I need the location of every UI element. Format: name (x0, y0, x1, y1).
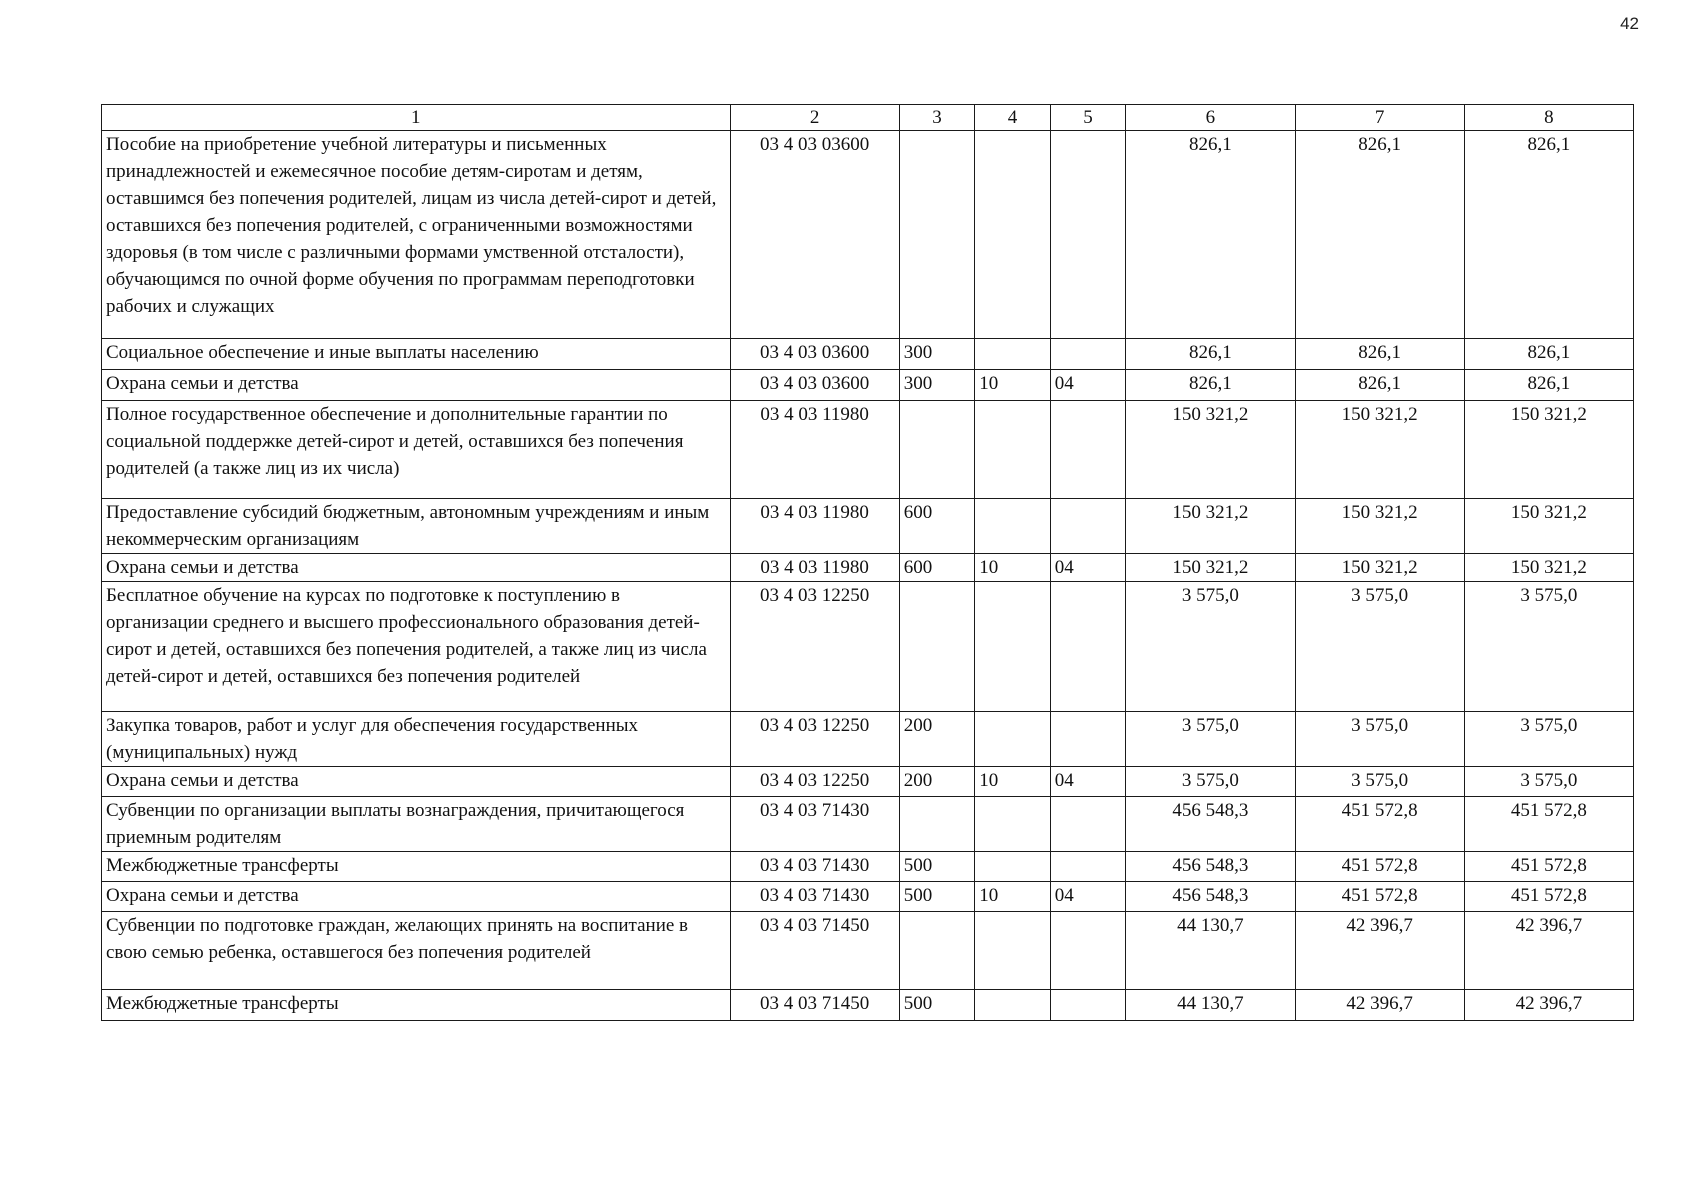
table-row (102, 767, 1634, 797)
row-value-col6: 3 575,0 (1126, 712, 1295, 767)
table-row (102, 582, 1634, 712)
row-name: Межбюджетные трансферты (102, 852, 731, 882)
row-name: Субвенции по подготовке граждан, желающих принять на воспитание в свою семью ребенка, оставшегося без попечения родителей (102, 912, 731, 990)
row-col3: 200 (899, 712, 975, 767)
row-value-col7: 451 572,8 (1295, 852, 1464, 882)
row-code: 03 4 03 11980 (730, 499, 899, 554)
row-col4: 10 (975, 882, 1051, 912)
row-col5 (1050, 797, 1126, 852)
row-code: 03 4 03 12250 (730, 712, 899, 767)
row-value-col6: 44 130,7 (1126, 990, 1295, 1021)
row-col5: 04 (1050, 554, 1126, 582)
row-name: Охрана семьи и детства (102, 882, 731, 912)
row-code: 03 4 03 03600 (730, 370, 899, 401)
row-col4 (975, 339, 1051, 370)
row-name: Закупка товаров, работ и услуг для обеспечения государственных (муниципальных) нужд (102, 712, 731, 767)
table-row (102, 339, 1634, 370)
page-number: 42 (1620, 14, 1639, 33)
row-value-col6: 3 575,0 (1126, 767, 1295, 797)
row-value-col6: 44 130,7 (1126, 912, 1295, 990)
table-header-row (102, 105, 1634, 131)
column-header: 8 (1464, 105, 1633, 131)
row-name: Охрана семьи и детства (102, 554, 731, 582)
row-col4: 10 (975, 767, 1051, 797)
row-col3: 600 (899, 554, 975, 582)
row-col3: 600 (899, 499, 975, 554)
row-value-col7: 42 396,7 (1295, 912, 1464, 990)
row-code: 03 4 03 71430 (730, 797, 899, 852)
row-value-col6: 456 548,3 (1126, 882, 1295, 912)
row-col4 (975, 582, 1051, 712)
row-col5: 04 (1050, 370, 1126, 401)
row-value-col8: 826,1 (1464, 370, 1633, 401)
row-code: 03 4 03 11980 (730, 401, 899, 499)
row-col3 (899, 401, 975, 499)
row-code: 03 4 03 11980 (730, 554, 899, 582)
table-row (102, 882, 1634, 912)
column-header: 3 (899, 105, 975, 131)
row-col5 (1050, 339, 1126, 370)
row-code: 03 4 03 03600 (730, 339, 899, 370)
row-value-col8: 451 572,8 (1464, 852, 1633, 882)
row-col4 (975, 131, 1051, 339)
table-row (102, 499, 1634, 554)
row-code: 03 4 03 03600 (730, 131, 899, 339)
row-code: 03 4 03 71430 (730, 852, 899, 882)
row-name: Социальное обеспечение и иные выплаты населению (102, 339, 731, 370)
row-value-col8: 451 572,8 (1464, 797, 1633, 852)
row-value-col6: 456 548,3 (1126, 852, 1295, 882)
row-value-col6: 150 321,2 (1126, 499, 1295, 554)
column-header: 7 (1295, 105, 1464, 131)
row-value-col8: 42 396,7 (1464, 912, 1633, 990)
row-value-col8: 42 396,7 (1464, 990, 1633, 1021)
row-code: 03 4 03 12250 (730, 582, 899, 712)
row-name: Субвенции по организации выплаты вознаграждения, причитающегося приемным родителям (102, 797, 731, 852)
row-code: 03 4 03 71450 (730, 912, 899, 990)
row-value-col6: 456 548,3 (1126, 797, 1295, 852)
row-col5 (1050, 852, 1126, 882)
row-col4: 10 (975, 554, 1051, 582)
row-value-col6: 3 575,0 (1126, 582, 1295, 712)
row-value-col8: 150 321,2 (1464, 401, 1633, 499)
row-col3 (899, 131, 975, 339)
table-row (102, 712, 1634, 767)
row-col3 (899, 912, 975, 990)
row-name: Предоставление субсидий бюджетным, автономным учреждениям и иным некоммерческим организациям (102, 499, 731, 554)
row-col5 (1050, 912, 1126, 990)
table-body (102, 105, 1634, 1021)
column-header: 4 (975, 105, 1051, 131)
row-col3 (899, 582, 975, 712)
row-value-col7: 3 575,0 (1295, 712, 1464, 767)
row-value-col7: 150 321,2 (1295, 499, 1464, 554)
row-col5 (1050, 131, 1126, 339)
row-col3: 500 (899, 990, 975, 1021)
row-col4 (975, 797, 1051, 852)
row-col3: 300 (899, 370, 975, 401)
row-col3: 300 (899, 339, 975, 370)
row-name: Пособие на приобретение учебной литературы и письменных принадлежностей и ежемесячное пособие детям-сиротам и детям, оставшимся без попечения родителей, лицам из числа детей-сирот и детей, оставшихся без попечения родителей, с ограниченными возможностями здоровья (в том числе с различными формами умственной отсталости), обучающимся по очной форме обучения по программам переподготовки рабочих и служащих (102, 131, 731, 339)
row-value-col7: 42 396,7 (1295, 990, 1464, 1021)
row-value-col8: 451 572,8 (1464, 882, 1633, 912)
row-value-col6: 826,1 (1126, 370, 1295, 401)
budget-table (101, 104, 1634, 1021)
row-value-col7: 451 572,8 (1295, 882, 1464, 912)
row-col4 (975, 990, 1051, 1021)
column-header: 1 (102, 105, 731, 131)
row-value-col7: 826,1 (1295, 339, 1464, 370)
row-col3: 500 (899, 882, 975, 912)
row-col4 (975, 499, 1051, 554)
column-header: 2 (730, 105, 899, 131)
row-name: Охрана семьи и детства (102, 767, 731, 797)
row-name: Полное государственное обеспечение и дополнительные гарантии по социальной поддержке детей-сирот и детей, оставшихся без попечения родителей (а также лиц из их числа) (102, 401, 731, 499)
table-row (102, 554, 1634, 582)
row-col4 (975, 852, 1051, 882)
row-code: 03 4 03 71430 (730, 882, 899, 912)
table-row (102, 401, 1634, 499)
row-col5 (1050, 401, 1126, 499)
row-code: 03 4 03 71450 (730, 990, 899, 1021)
row-name: Охрана семьи и детства (102, 370, 731, 401)
column-header: 5 (1050, 105, 1126, 131)
row-value-col7: 150 321,2 (1295, 401, 1464, 499)
table-row (102, 131, 1634, 339)
table-row (102, 370, 1634, 401)
row-col4 (975, 912, 1051, 990)
row-col5 (1050, 582, 1126, 712)
row-col4 (975, 712, 1051, 767)
row-value-col8: 826,1 (1464, 131, 1633, 339)
row-code: 03 4 03 12250 (730, 767, 899, 797)
row-value-col7: 3 575,0 (1295, 582, 1464, 712)
row-value-col8: 3 575,0 (1464, 767, 1633, 797)
row-col3: 200 (899, 767, 975, 797)
row-name: Бесплатное обучение на курсах по подготовке к поступлению в организации среднего и высшего профессионального образования детей-сирот и детей, оставшихся без попечения родителей, а также лиц из числа детей-сирот и детей, оставшихся без попечения родителей (102, 582, 731, 712)
row-value-col8: 3 575,0 (1464, 712, 1633, 767)
row-col5: 04 (1050, 767, 1126, 797)
row-name: Межбюджетные трансферты (102, 990, 731, 1021)
row-col3 (899, 797, 975, 852)
row-col5 (1050, 499, 1126, 554)
row-col4: 10 (975, 370, 1051, 401)
table-row (102, 990, 1634, 1021)
row-col5 (1050, 712, 1126, 767)
row-value-col7: 3 575,0 (1295, 767, 1464, 797)
row-value-col6: 826,1 (1126, 131, 1295, 339)
row-value-col6: 826,1 (1126, 339, 1295, 370)
row-value-col8: 150 321,2 (1464, 499, 1633, 554)
row-value-col8: 826,1 (1464, 339, 1633, 370)
row-value-col7: 451 572,8 (1295, 797, 1464, 852)
row-value-col7: 826,1 (1295, 370, 1464, 401)
row-value-col6: 150 321,2 (1126, 401, 1295, 499)
table-row (102, 852, 1634, 882)
row-value-col7: 150 321,2 (1295, 554, 1464, 582)
row-col5 (1050, 990, 1126, 1021)
row-value-col8: 150 321,2 (1464, 554, 1633, 582)
row-value-col8: 3 575,0 (1464, 582, 1633, 712)
table-row (102, 912, 1634, 990)
row-col3: 500 (899, 852, 975, 882)
row-col5: 04 (1050, 882, 1126, 912)
column-header: 6 (1126, 105, 1295, 131)
table-row (102, 797, 1634, 852)
row-col4 (975, 401, 1051, 499)
row-value-col6: 150 321,2 (1126, 554, 1295, 582)
row-value-col7: 826,1 (1295, 131, 1464, 339)
